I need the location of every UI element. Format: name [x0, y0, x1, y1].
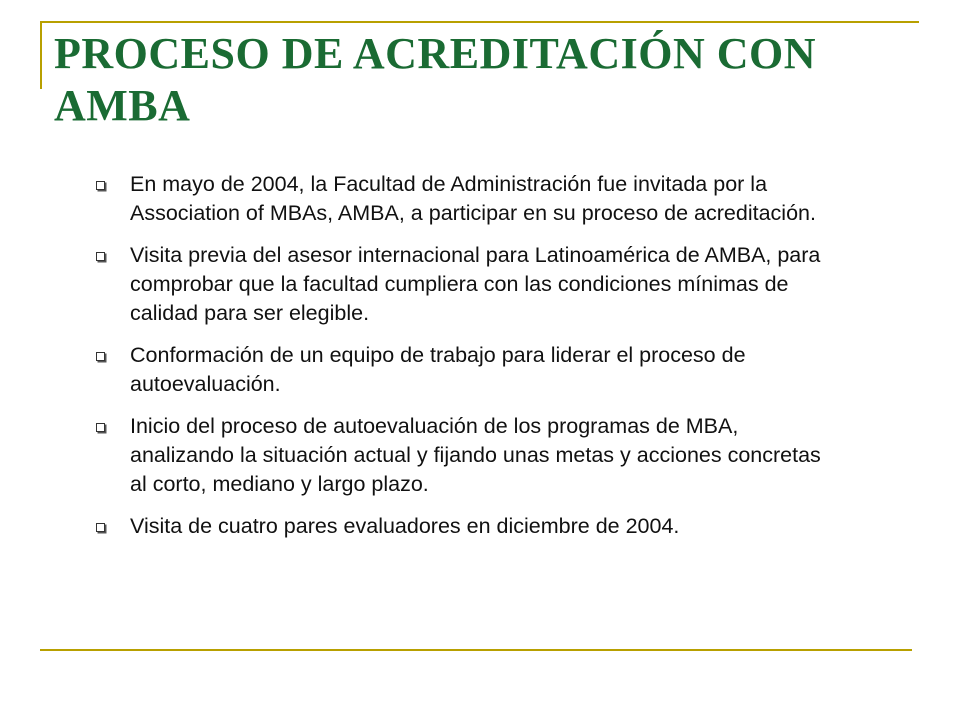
top-divider	[40, 21, 919, 23]
bullet-item	[96, 412, 826, 499]
left-divider	[40, 21, 42, 89]
bullet-text: Visita de cuatro pares evaluadores en diciembre de 2004.	[130, 514, 680, 538]
square-bullet-icon	[96, 352, 105, 361]
square-bullet-icon	[96, 523, 105, 532]
square-bullet-icon	[96, 181, 105, 190]
bullet-list	[96, 170, 826, 554]
bottom-divider	[40, 649, 912, 651]
square-bullet-icon	[96, 423, 105, 432]
bullet-text: En mayo de 2004, la Facultad de Administración fue invitada por la Association of MBAs, AMBA, a participar en su proceso de acreditación.	[130, 172, 816, 225]
bullet-text: Visita previa del asesor internacional para Latinoamérica de AMBA, para comprobar que la facultad cumpliera con las condiciones mínimas de calidad para ser elegible.	[130, 243, 821, 325]
bullet-text: Conformación de un equipo de trabajo para liderar el proceso de autoevaluación.	[130, 343, 746, 396]
square-bullet-icon	[96, 252, 105, 261]
slide-title: PROCESO DE ACREDITACIÓN CON AMBA	[54, 29, 816, 130]
bullet-item	[96, 170, 826, 228]
bullet-item	[96, 512, 826, 541]
bullet-item	[96, 341, 826, 399]
bullet-text: Inicio del proceso de autoevaluación de los programas de MBA, analizando la situación actual y fijando unas metas y acciones concretas al corto, mediano y largo plazo.	[130, 414, 821, 496]
bullet-item	[96, 241, 826, 328]
